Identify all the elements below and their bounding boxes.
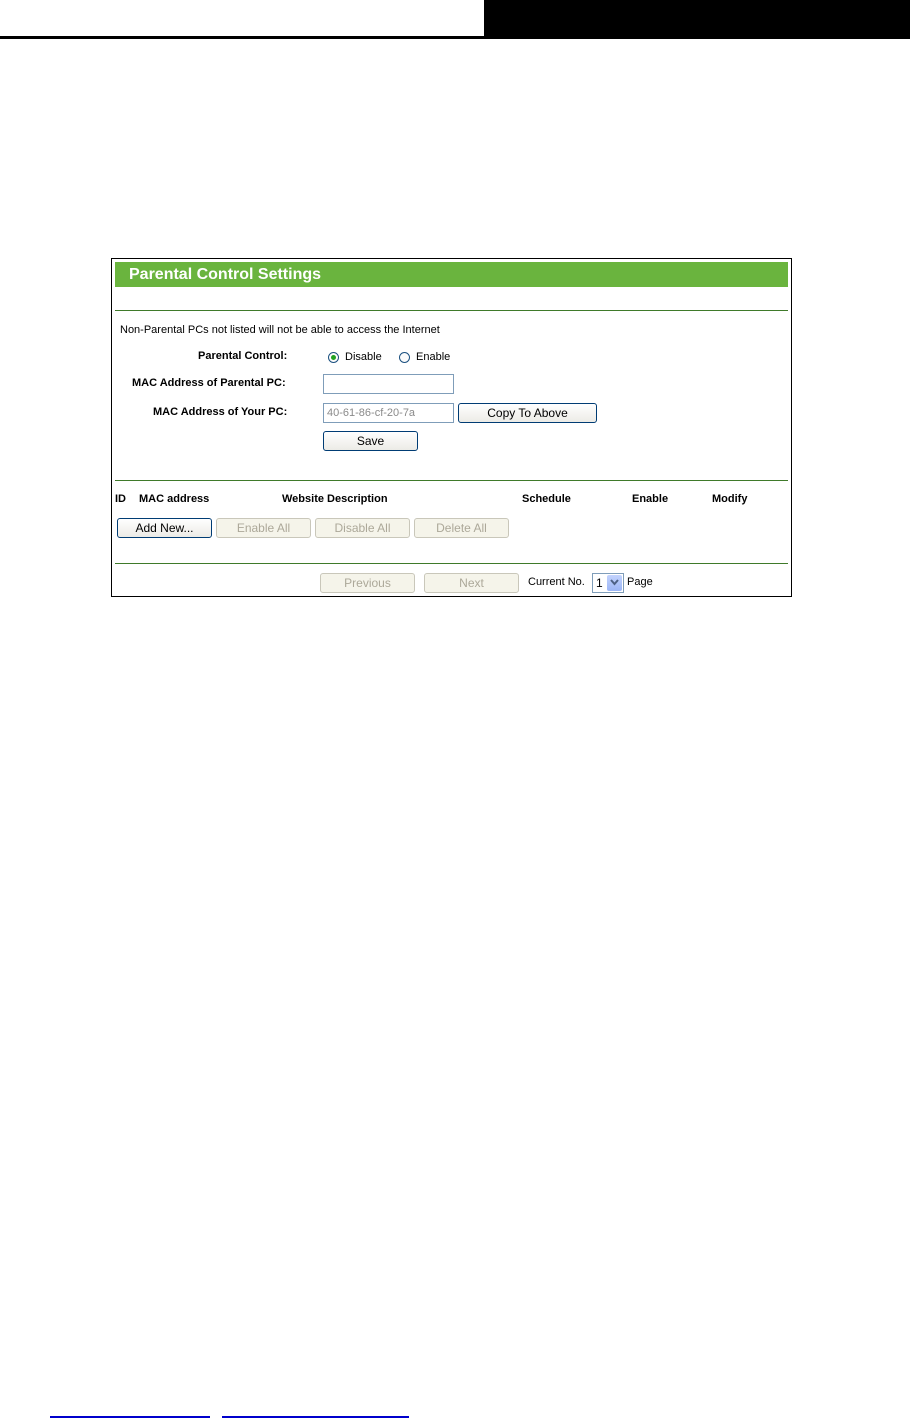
mac-your-pc-input: 40-61-86-cf-20-7a [323,403,454,423]
column-header-schedule: Schedule [522,493,571,505]
add-new-button[interactable]: Add New... [117,518,212,538]
copy-to-above-button[interactable]: Copy To Above [458,403,597,423]
mac-parental-input[interactable] [323,374,454,394]
access-note: Non-Parental PCs not listed will not be able to access the Internet [120,324,440,336]
chevron-down-icon [607,575,622,591]
page-select[interactable] [592,573,624,593]
enable-all-button[interactable]: Enable All [216,518,311,538]
next-button[interactable]: Next [424,573,519,593]
column-header-description: Website Description [282,493,388,505]
panel-title: Parental Control Settings [115,262,788,287]
column-header-mac: MAC address [139,493,210,505]
radio-disable-label: Disable [345,351,382,363]
column-header-modify: Modify [712,493,748,505]
current-no-label: Current No. [528,576,585,588]
previous-button[interactable]: Previous [320,573,415,593]
mac-parental-label: MAC Address of Parental PC: [132,377,286,389]
save-button[interactable]: Save [323,431,418,451]
delete-all-button[interactable]: Delete All [414,518,509,538]
parental-control-label: Parental Control: [198,350,288,362]
radio-disable[interactable] [328,352,339,363]
footer-link-2[interactable] [222,1416,409,1418]
page-label: Page [627,576,653,588]
radio-enable-label: Enable [416,351,451,363]
parental-control-panel [111,258,792,597]
radio-enable[interactable] [399,352,410,363]
divider-top [115,310,788,311]
divider-middle [115,480,788,481]
footer-link-1[interactable] [50,1416,210,1418]
column-header-id: ID [115,493,126,505]
page-select-value: 1 [596,576,603,590]
document-header-bar [484,0,910,38]
mac-your-pc-label: MAC Address of Your PC: [153,406,288,418]
document-header-rule [0,36,910,39]
divider-bottom [115,563,788,564]
disable-all-button[interactable]: Disable All [315,518,410,538]
column-header-enable: Enable [632,493,669,505]
